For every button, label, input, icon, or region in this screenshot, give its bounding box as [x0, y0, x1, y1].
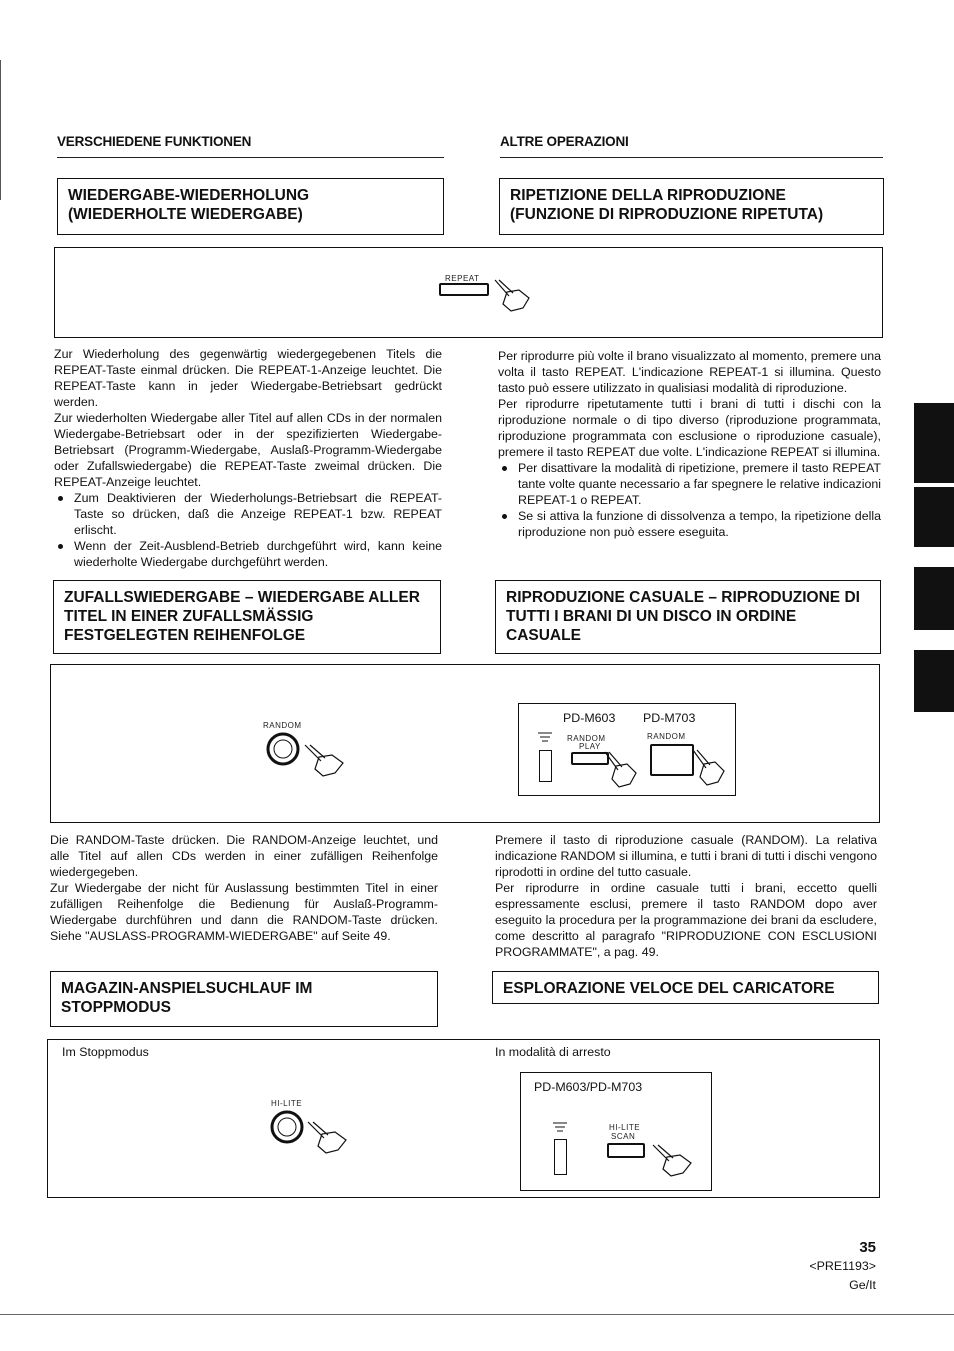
page-number: 35	[859, 1239, 876, 1256]
round-button-icon	[269, 1109, 305, 1145]
margin-mark	[0, 60, 1, 200]
pressing-hand-icon	[651, 1143, 695, 1179]
repeat-button	[439, 283, 489, 296]
remote-button-label: RANDOM	[567, 734, 606, 743]
pressing-hand-icon	[303, 743, 347, 779]
stop-mode-german: Im Stoppmodus	[62, 1045, 149, 1059]
hilite-figure	[47, 1039, 880, 1198]
hilite-heading-italian: ESPLORAZIONE VELOCE DEL CARICATORE	[492, 971, 879, 1004]
remote-signal-icon	[537, 731, 553, 743]
hilite-remote-inset	[520, 1072, 712, 1191]
list-item: Zum Deaktivieren der Wiederholungs-Betriebsart die REPEAT-Taste so drücken, daß die Anzeige REPEAT-1 bzw. REPEAT erlischt.	[54, 490, 442, 538]
random-button-label: RANDOM	[263, 721, 302, 730]
repeat-text-italian: Per riprodurre più volte il brano visualizzato al momento, premere una volta il tasto REPEAT. L'indicazione REPEAT-1 si illumina. Questo tasto può essere utilizzato in qualisiasi modalità di riproduzione. Per riprodurre ripetutamente tutti i brani di tutti i dischi con la riproduzione normale o di tipo diverso (riproduzione programmata, riproduzione programmata con esclusione o riproduzione casuale), premere il tasto REPEAT due volte. L'indicazione REPEAT si illumina. Per disattivare la modalità di ripetizione, premere il tasto REPEAT tante volte quante necessario a far spegnere le relative indicazioni REPEAT-1 o REPEAT. Se si attiva la funzione di dissolvenza a tempo, la ripetizione della riproduzione non può essere eseguita.	[498, 349, 881, 539]
remote-button-label: HI-LITE	[609, 1123, 641, 1132]
language-code: Ge/It	[849, 1278, 876, 1292]
list-item: Wenn der Zeit-Ausblend-Betrieb durchgeführt wird, kann keine wiederholte Wiedergabe durchgeführt werden.	[54, 538, 442, 570]
remote-control-icon	[554, 1139, 567, 1175]
pressing-hand-icon	[691, 748, 727, 788]
random-button	[650, 744, 694, 776]
section-tab	[914, 403, 954, 483]
repeat-heading-italian: RIPETIZIONE DELLA RIPRODUZIONE (FUNZIONE DI RIPRODUZIONE RIPETUTA)	[499, 178, 884, 235]
pressing-hand-icon	[493, 278, 533, 314]
section-title-italian: ALTRE OPERAZIONI	[500, 134, 629, 149]
round-button-icon	[265, 731, 301, 767]
model-label: PD-M603	[563, 711, 616, 725]
section-tab	[914, 567, 954, 630]
remote-signal-icon	[552, 1121, 568, 1133]
section-title-german: VERSCHIEDENE FUNKTIONEN	[57, 134, 252, 149]
repeat-figure	[54, 247, 883, 338]
section-tab	[914, 650, 954, 712]
random-heading-italian: RIPRODUZIONE CASUALE – RIPRODUZIONE DI TUTTI I BRANI DI UN DISCO IN ORDINE CASUALE	[495, 580, 881, 654]
list-item: Se si attiva la funzione di dissolvenza a tempo, la ripetizione della riproduzione non può essere eseguita.	[498, 508, 881, 540]
section-rule-italian	[500, 157, 883, 158]
remote-button-label: SCAN	[611, 1132, 636, 1141]
pressing-hand-icon	[306, 1120, 350, 1156]
remote-control-icon	[539, 750, 552, 782]
bottom-rule	[0, 1314, 954, 1315]
repeat-text-german: Zur Wiederholung des gegenwärtig wiedergegebenen Titels die REPEAT-Taste einmal drücken. Die REPEAT-1-Anzeige leuchtet. Die REPEAT-Taste kann in jeder Wiedergabe-Betriebsart gedrückt werden. Zur wiederholten Wiedergabe aller Titel auf allen CDs in der normalen Wiedergabe-Betriebsart oder in der spezifizierten Wiedergabe-Betriebsart (Programm-Wiedergabe, Auslaß-Programm-Wiedergabe oder Zufallswiedergabe) die REPEAT-Taste zweimal drücken. Die REPEAT-Anzeige leuchtet. Zum Deaktivieren der Wiederholungs-Betriebsart die REPEAT-Taste so drücken, daß die Anzeige REPEAT-1 bzw. REPEAT erlischt. Wenn der Zeit-Ausblend-Betrieb durchgeführt wird, kann keine wiederholte Wiedergabe durchgeführt werden.	[54, 347, 442, 569]
random-text-italian: Premere il tasto di riproduzione casuale (RANDOM). La relativa indicazione RANDOM si illumina, e tutti i brani di tutti i dischi vengono riprodotti in ordine del tutto casuale. Per riprodurre in ordine casuale tutti i brani, eccetto quelli espressamente esclusi, premere il tasto RANDOM dopo aver eseguito la procedura per la programmazione dei brani da escludere, come descritto al paragrafo "RIPRODUZIONE CON ESCLUSIONI PROGRAMMATE", a pag. 49.	[495, 833, 877, 959]
hilite-button-label: HI-LITE	[271, 1099, 303, 1108]
random-remote-inset	[518, 703, 736, 796]
section-rule-german	[57, 157, 444, 158]
random-text-german: Die RANDOM-Taste drücken. Die RANDOM-Anzeige leuchtet, und alle Titel auf allen CDs werden in einer zufälligen Reihenfolge wiedergegeben. Zur Wiedergabe der nicht für Auslassung bestimmten Titel in einer zufälligen Reihenfolge die Bedienung für Auslaß-Programm-Wiedergabe durchführen und dann die RANDOM-Taste drücken. Siehe "AUSLASS-PROGRAMM-WIEDERGABE" auf Seite 49.	[50, 833, 438, 943]
remote-button-label: PLAY	[579, 742, 601, 751]
stop-mode-italian: In modalità di arresto	[495, 1045, 611, 1059]
document-code: <PRE1193>	[809, 1259, 876, 1273]
remote-button-label: RANDOM	[647, 732, 686, 741]
repeat-heading-german: WIEDERGABE-WIEDERHOLUNG (WIEDERHOLTE WIEDERGABE)	[57, 178, 444, 235]
model-label: PD-M603/PD-M703	[534, 1080, 643, 1094]
list-item: Per disattivare la modalità di ripetizione, premere il tasto REPEAT tante volte quante necessario a far spegnere le relative indicazioni REPEAT-1 o REPEAT.	[498, 460, 881, 508]
repeat-button-label: REPEAT	[445, 274, 480, 283]
model-label: PD-M703	[643, 711, 696, 725]
section-tab	[914, 487, 954, 547]
hilite-scan-button	[607, 1143, 645, 1158]
hilite-heading-german: MAGAZIN-ANSPIELSUCHLAUF IM STOPPMODUS	[50, 971, 438, 1027]
pressing-hand-icon	[603, 750, 639, 790]
random-figure	[50, 664, 880, 823]
random-heading-german: ZUFALLSWIEDERGABE – WIEDERGABE ALLER TITEL IN EINER ZUFALLSMÄSSIG FESTGELEGTEN REIHENFOLGE	[53, 580, 441, 654]
